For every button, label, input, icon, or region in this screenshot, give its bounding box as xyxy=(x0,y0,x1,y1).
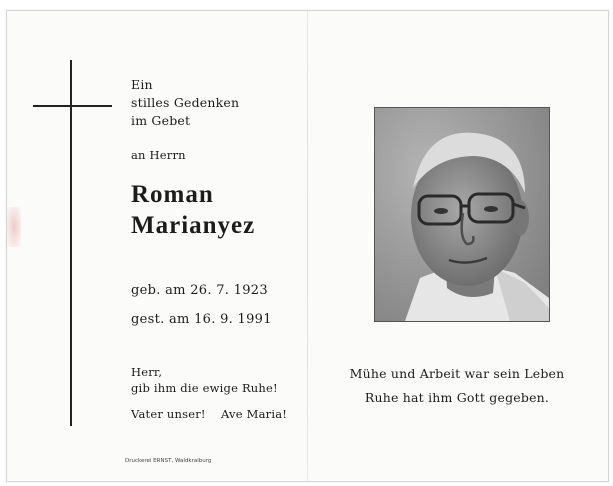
last-name: Marianyez xyxy=(131,212,256,239)
prayer-line-2: gib ihm die ewige Ruhe! xyxy=(131,381,278,395)
birth-date: geb. am 26. 7. 1923 xyxy=(131,283,268,298)
death-date: gest. am 16. 9. 1991 xyxy=(131,312,272,327)
portrait-photo xyxy=(374,107,550,322)
intro-line-3: im Gebet xyxy=(131,113,191,128)
intro-line-2: stilles Gedenken xyxy=(131,95,240,110)
memorial-card xyxy=(6,10,609,482)
portrait-icon xyxy=(375,108,549,321)
prayer-line-3a: Vater unser! xyxy=(131,407,206,421)
cross-icon-horizontal xyxy=(33,105,112,107)
card-fold xyxy=(307,11,308,481)
printer-credit: Druckerei ERNST, Waldkraiburg xyxy=(125,458,212,464)
dedication: an Herrn xyxy=(131,148,186,162)
verse-line-1: Mühe und Arbeit war sein Leben xyxy=(349,366,565,381)
intro-line-1: Ein xyxy=(131,77,153,92)
first-name: Roman xyxy=(131,181,214,208)
cross-icon-vertical xyxy=(70,60,72,426)
prayer-line-3b: Ave Maria! xyxy=(221,407,288,421)
verse-line-2: Ruhe hat ihm Gott gegeben. xyxy=(364,390,550,405)
prayer-line-1: Herr, xyxy=(131,365,163,379)
paper-stain xyxy=(7,207,21,247)
